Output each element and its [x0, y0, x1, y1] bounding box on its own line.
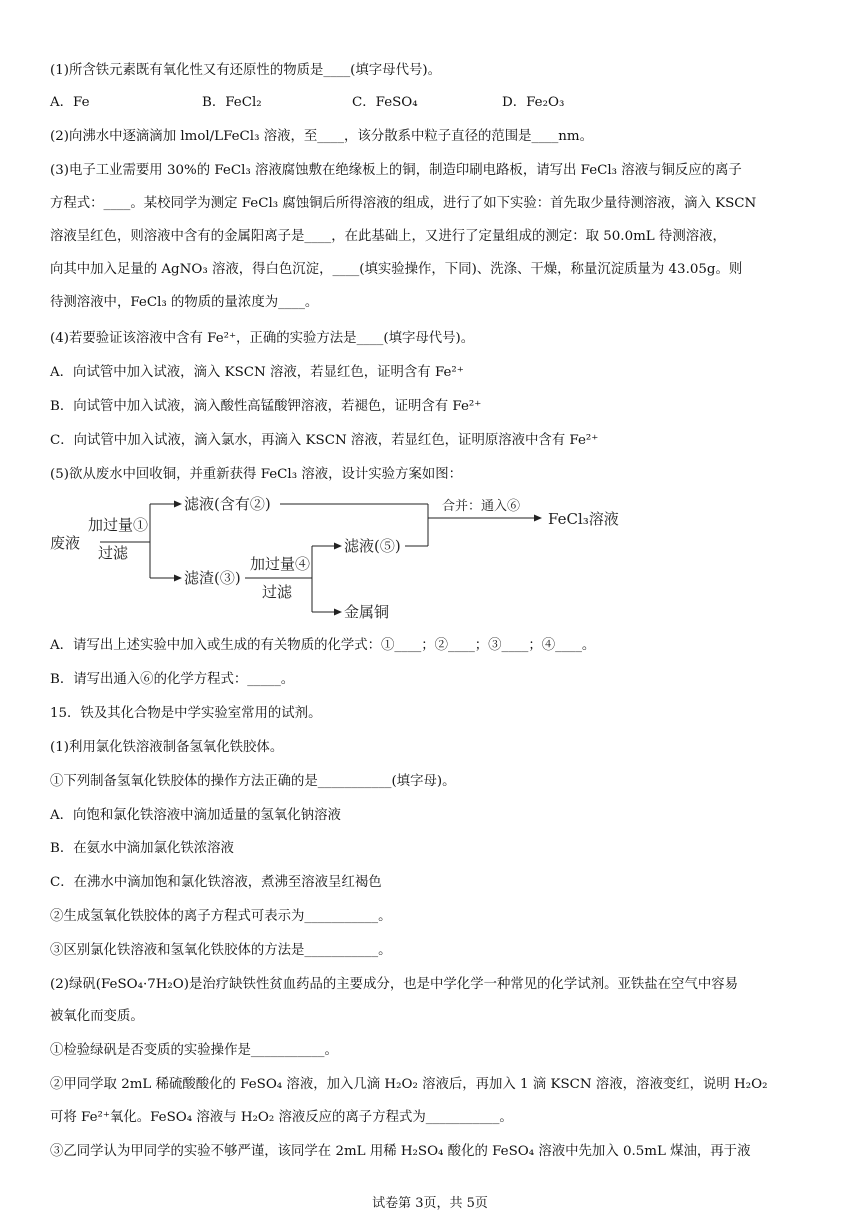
diagram-product: FeCl₃溶液 [548, 510, 619, 528]
q4-option-c: C．向试管中加入试液，滴入氯水，再滴入 KSCN 溶液，若显红色，证明原溶液中含有 Fe²⁺ [50, 433, 599, 448]
diagram-filtrate-2: 滤液(含有②) [184, 495, 271, 513]
flow-diagram [50, 490, 650, 630]
q5-stem: (5)欲从废水中回收铜，并重新获得 FeCl₃ 溶液，设计实验方案如图： [50, 467, 463, 482]
q1-option-c: C．FeSO₄ [352, 95, 418, 110]
q15-part-1-2: ②生成氢氧化铁胶体的离子方程式可表示为___________。 [50, 909, 392, 924]
q15-part-2-3-line-1: ③乙同学认为甲同学的实验不够严谨，该同学在 2mL 用稀 H₂SO₄ 酸化的 FeSO₄ 溶液中先加入 0.5mL 煤油，再于液 [50, 1144, 751, 1159]
q1-option-b: B．FeCl₂ [202, 95, 262, 110]
q15-part-1-1: ①下列制备氢氧化铁胶体的操作方法正确的是___________(填字母)。 [50, 774, 456, 789]
q15-part-1-3: ③区别氯化铁溶液和氢氧化铁胶体的方法是___________。 [50, 943, 392, 958]
q15-part-2-2-line-1: ②甲同学取 2mL 稀硫酸酸化的 FeSO₄ 溶液，加入几滴 H₂O₂ 溶液后，再加入 1 滴 KSCN 溶液，溶液变红，说明 H₂O₂ [50, 1077, 768, 1092]
q4-option-b: B．向试管中加入试液，滴入酸性高锰酸钾溶液，若褪色，证明含有 Fe²⁺ [50, 399, 482, 414]
page-footer: 试卷第 3页，共 5页 [372, 1196, 488, 1211]
q2-text: (2)向沸水中逐滴滴加 lmol/LFeCl₃ 溶液，至____，该分散系中粒子直径的范围是____nm。 [50, 129, 594, 144]
q3-line-5: 待测溶液中，FeCl₃ 的物质的量浓度为____。 [50, 295, 319, 310]
diagram-waste: 废液 [50, 534, 81, 552]
q15-option-b: B．在氨水中滴加氯化铁浓溶液 [50, 841, 234, 856]
q5-sub-b: B．请写出通入⑥的化学方程式：_____。 [50, 672, 295, 687]
q3-line-2: 方程式：____。某校同学为测定 FeCl₃ 腐蚀铜后所得溶液的组成，进行了如下实验：首先取少量待测溶液，滴入 KSCN [50, 196, 757, 211]
q4-stem: (4)若要验证该溶液中含有 Fe²⁺，正确的实验方法是____(填字母代号)。 [50, 331, 475, 346]
q15-option-c: C．在沸水中滴加饱和氯化铁溶液，煮沸至溶液呈红褐色 [50, 875, 382, 890]
diagram-filter-1: 过滤 [98, 544, 129, 562]
q15-part-2-1: ①检验绿矾是否变质的实验操作是___________。 [50, 1043, 338, 1058]
q15-option-a: A．向饱和氯化铁溶液中滴加适量的氢氧化钠溶液 [50, 808, 341, 823]
q4-option-a: A．向试管中加入试液，滴入 KSCN 溶液，若显红色，证明含有 Fe²⁺ [50, 365, 464, 380]
q15-part-1: (1)利用氯化铁溶液制备氢氧化铁胶体。 [50, 740, 284, 755]
diagram-residue-3: 滤渣(③) [184, 569, 241, 587]
diagram-filter-2: 过滤 [262, 583, 293, 601]
q15-title: 15．铁及其化合物是中学实验室常用的试剂。 [50, 706, 322, 721]
diagram-add-reagent-4: 加过量④ [250, 555, 311, 573]
q3-line-1: (3)电子工业需要用 30%的 FeCl₃ 溶液腐蚀敷在绝缘板上的铜，制造印刷电路板，请写出 FeCl₃ 溶液与铜反应的离子 [50, 163, 742, 178]
q15-part-2-2-line-2: 可将 Fe²⁺氧化。FeSO₄ 溶液与 H₂O₂ 溶液反应的离子方程式为___________。 [50, 1110, 513, 1125]
q1-option-a: A．Fe [50, 95, 90, 110]
diagram-add-reagent-1: 加过量① [88, 516, 149, 534]
q15-part-2-line-1: (2)绿矾(FeSO₄·7H₂O)是治疗缺铁性贫血药品的主要成分，也是中学化学一种常见的化学试剂。亚铁盐在空气中容易 [50, 977, 739, 992]
diagram-combine: 合并：通入⑥ [442, 499, 521, 514]
q1-option-d: D．Fe₂O₃ [502, 95, 565, 110]
q15-part-2-line-2: 被氧化而变质。 [50, 1009, 144, 1024]
q3-line-3: 溶液呈红色，则溶液中含有的金属阳离子是____，在此基础上，又进行了定量组成的测定：取 50.0mL 待测溶液， [50, 229, 726, 244]
diagram-metal-copper: 金属铜 [344, 603, 390, 621]
diagram-filtrate-5: 滤液(⑤) [344, 537, 401, 555]
q5-sub-a: A．请写出上述实验中加入或生成的有关物质的化学式：①____；②____；③____；④____。 [50, 638, 596, 653]
q1-stem: (1)所含铁元素既有氧化性又有还原性的物质是____(填字母代号)。 [50, 63, 441, 78]
q3-line-4: 向其中加入足量的 AgNO₃ 溶液，得白色沉淀，____(填实验操作，下同)、洗涤、干燥，称量沉淀质量为 43.05g。则 [50, 262, 743, 277]
